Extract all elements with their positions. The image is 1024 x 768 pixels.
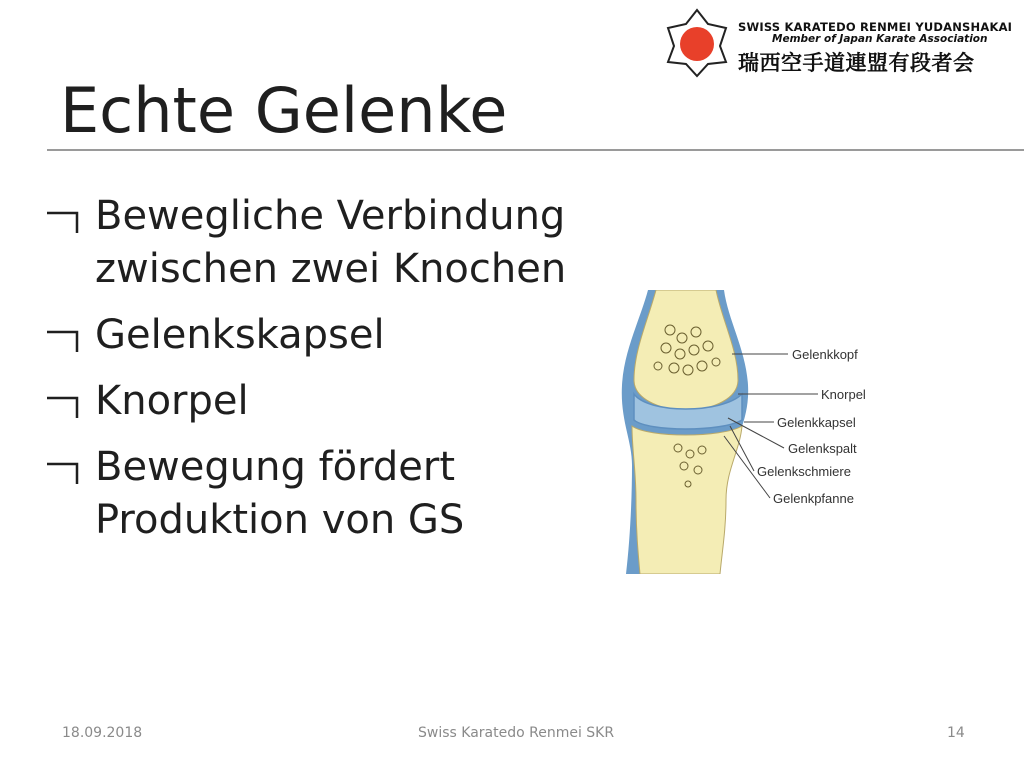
lower-bone-shape — [632, 426, 742, 574]
bullet-icon — [45, 205, 87, 235]
bullet-text: Bewegung fördert Produktion von GS — [95, 444, 465, 543]
organization-logo — [662, 6, 1022, 82]
bullet-list — [45, 190, 575, 560]
bullet-icon — [45, 456, 87, 486]
logo-japanese-name: 瑞西空手道連盟有段者会 — [738, 51, 975, 75]
bullet-icon — [45, 324, 87, 354]
label-gelenkspalt: Gelenkspalt — [788, 441, 857, 456]
bullet-item — [45, 190, 575, 296]
label-knorpel: Knorpel — [821, 387, 866, 402]
label-gelenkkopf: Gelenkkopf — [792, 347, 858, 362]
label-gelenkschmiere: Gelenkschmiere — [757, 464, 851, 479]
footer-page-number: 14 — [947, 725, 965, 741]
bullet-text: Knorpel — [95, 378, 249, 424]
label-gelenkkapsel: Gelenkkapsel — [777, 415, 856, 430]
title-divider — [47, 149, 1024, 151]
footer-date: 18.09.2018 — [62, 725, 143, 741]
logo-organization-name: SWISS KARATEDO RENMEI YUDANSHAKAI — [738, 20, 1013, 34]
slide-title: Echte Gelenke — [60, 74, 508, 147]
footer-organization: Swiss Karatedo Renmei SKR — [418, 725, 615, 741]
bullet-icon — [45, 390, 87, 420]
karate-emblem-icon — [664, 8, 730, 78]
logo-membership-text: Member of Japan Karate Association — [772, 33, 988, 45]
bullet-item — [45, 441, 575, 547]
bullet-item — [45, 309, 575, 362]
bullet-item — [45, 375, 575, 428]
joint-diagram — [618, 290, 898, 574]
label-gelenkpfanne: Gelenkpfanne — [773, 491, 854, 506]
bullet-text: Bewegliche Verbindung zwischen zwei Knochen — [95, 193, 567, 292]
bullet-text: Gelenkskapsel — [95, 312, 385, 358]
